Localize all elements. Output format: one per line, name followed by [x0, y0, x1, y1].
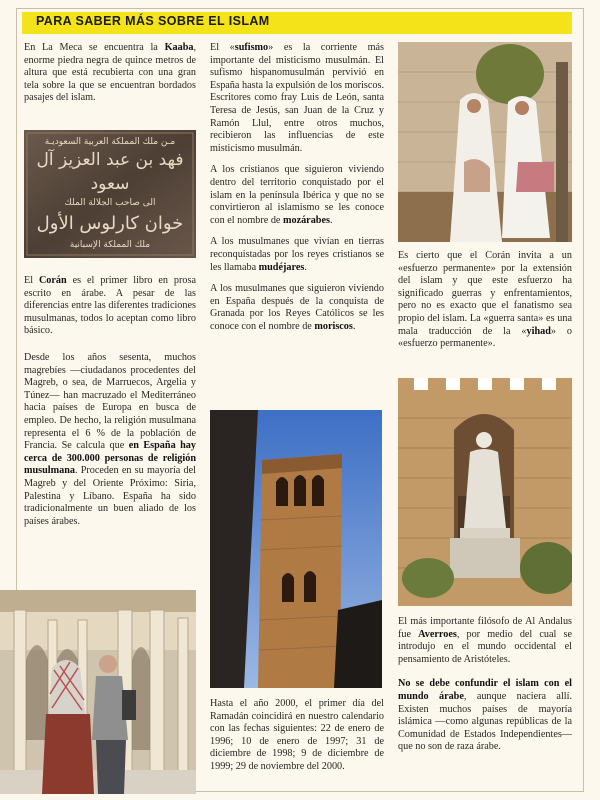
col3-bottom — [398, 616, 572, 763]
page-title: PARA SABER MÁS SOBRE EL ISLAM — [36, 14, 270, 28]
col2-bottom — [210, 698, 384, 783]
ramadan-paragraph: Hasta el año 2000, el primer día del Ramadán coincidirá en nuestro calendario con las fechas siguientes: 22 de enero de 1996; 10 de enero de 1997; 31 de diciembre de 1998; 9 de diciembre de 1999; 29 de noviembre del 2000. — [210, 698, 384, 772]
averroes-paragraph: El más importante filósofo de Al Andalus fue Averroes, por medio del cual se introdujo en el mundo occidental el pensamiento de Aristóteles. — [398, 616, 572, 665]
alhambra-courtyard-photo — [0, 590, 196, 794]
arabic-line-2: فهد بن عبد العزيز آل سعود — [36, 150, 184, 194]
magreb-paragraph: Desde los años sesenta, muchos magrebíes —ciudadanos procedentes del Magreb, o sea, de Marruecos, Argelia y Túnez— han macruzado el Mediterráneo hacia países de Europa en busca de empleo. De hecho, la religión musulmana representa el 6 % de la población de Francia. Se calcula que en España hay cerca de 300.000 personas de religión musulmana. Proceden en su mayoría del Magreb y del Oriente Próximo: Siria, Palestina y Líbano. España ha sido tradicionalmente un buen aliado de los países árabes. — [24, 351, 196, 527]
arabic-line-5: ملك المملكة الإسبانية — [69, 240, 151, 250]
col2-top — [210, 42, 384, 342]
mudejar-tower-photo — [210, 410, 382, 688]
averroes-statue-photo — [398, 378, 572, 606]
sufismo-paragraph: El «sufismo» es la corriente más importante del misticismo musulmán. El sufismo hispanomusulmán pervivió en España hasta la expulsión de los moriscos. Escritores como fray Luis de León, santa Teresa de Jesús, san Juan de la Cruz y Ramón Llul, entre otros muchos, recibieron las influencias de este misticismo musulmán. — [210, 42, 384, 154]
col1-middle — [24, 275, 196, 537]
coran-paragraph: El Corán es el primer libro en prosa escrito en árabe. A pesar de las diferencias entre las diferentes tradiciones musulmanas, todos lo aceptan como libro básico. — [24, 275, 196, 337]
moriscos-paragraph: A los musulmanes que siguieron viviendo en España después de la conquista de Granada por los Reyes Católicos se les conoce con el nombre de moriscos. — [210, 283, 384, 332]
kaaba-paragraph: En La Meca se encuentra la Kaaba, enorme piedra negra de quince metros de altura que está recubierta con una gran tela sobre la que se encuentran bordados pasajes del islam. — [24, 42, 196, 104]
mudejares-paragraph: A los musulmanes que vivían en tierras reconquistadas por los reyes cristianos se les llamaba mudéjares. — [210, 236, 384, 273]
arabic-line-1: مـن ملك المملكة العربية السعوديـة — [44, 137, 176, 147]
yihad-paragraph: Es cierto que el Corán invita a un «esfuerzo permanente» por la extensión del islam y que este esfuerzo ha significado guerras y enfrentamientos, pero no es exacto que el fanatismo sea propio del islam. La «guerra santa» es una mala traducción de la «yihad» o «esfuerzo permanente». — [398, 250, 572, 350]
mundo-arabe-paragraph: No se debe confundir el islam con el mundo árabe, aunque naciera allí. Existen muchos países de mayoría islámica —como algunas repúblicas de la Comunidad de Estados Independientes— que no son de raza árabe. — [398, 678, 572, 753]
women-photo — [398, 42, 572, 242]
arabic-line-3: الى صاحب الجلالة الملك — [64, 198, 156, 208]
mozarabes-paragraph: A los cristianos que siguieron viviendo dentro del territorio conquistado por el islam en la península Ibérica y que no se convirtieron al islamismo se les conoce con el nombre de mozárabes. — [210, 164, 384, 226]
col3-middle — [398, 250, 572, 360]
col1-top — [24, 42, 196, 114]
arabic-plaque-photo — [24, 130, 196, 258]
arabic-line-4: خوان كارلوس الأول — [36, 213, 184, 234]
